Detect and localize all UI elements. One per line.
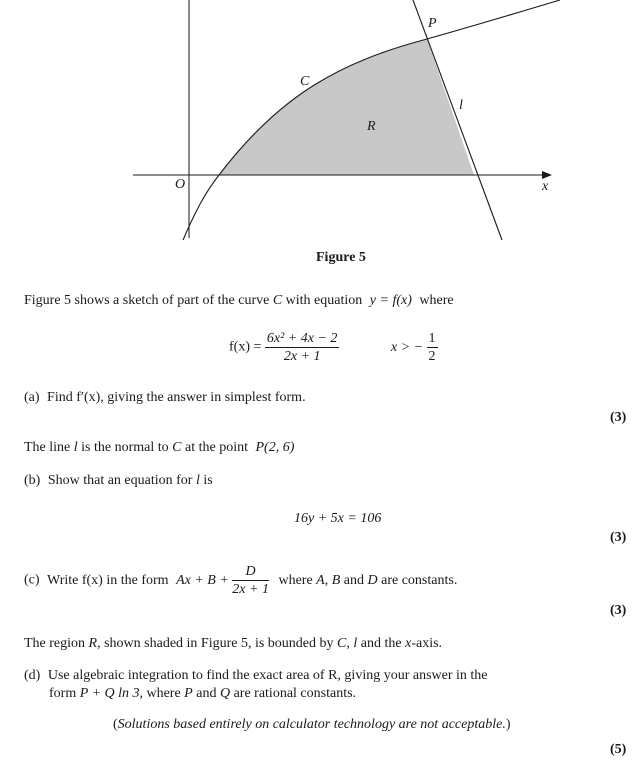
region-text: The region R, shown shaded in Figure 5, is bounded by C, l and the x-axis. <box>24 636 443 651</box>
x-axis-arrowhead <box>542 171 552 179</box>
label-origin: O <box>175 177 186 192</box>
fx-fraction: $\frac{\text{6x² + 4x − 2}}{2x + 1}$ <box>266 331 338 364</box>
part-d: (d) Use algebraic integration to find the exact area of R, giving your answer in the <box>24 668 488 683</box>
intro-text: Figure 5 shows a sketch of part of the curve C with equation y = f(x) where <box>24 293 454 308</box>
figure-5-sketch <box>0 0 639 260</box>
part-c-marks: (3) <box>610 603 627 618</box>
label-x-axis: x <box>542 179 549 194</box>
region-r-shading <box>219 39 474 175</box>
figure-caption: Figure 5 <box>316 250 366 265</box>
part-d-line2: form P + Q ln 3, where P and Q are rational constants. <box>49 686 357 701</box>
intro-equation: y = f(x) <box>369 293 412 308</box>
part-d-marks: (5) <box>610 742 627 757</box>
part-c: (c) Write f(x) in the form Ax + B + $\frac{D}{2x + 1}$ where A, B and D are constants. <box>24 564 458 597</box>
label-line-l: l <box>459 98 463 113</box>
part-c-fraction: $\frac{D}{2x + 1}$ <box>232 564 269 597</box>
part-b-marks: (3) <box>610 530 627 545</box>
part-a: (a) Find f′(x), giving the answer in simplest form. <box>24 390 306 405</box>
part-b-equation: 16y + 5x = 106 <box>294 511 382 526</box>
label-curve-c: C <box>300 74 310 89</box>
part-b: (b) Show that an equation for l is <box>24 473 213 488</box>
normal-line-text: The line l is the normal to C at the point P(2, 6) <box>24 440 295 455</box>
calculator-note: (Solutions based entirely on calculator technology are not acceptable.) <box>113 717 511 732</box>
domain-fraction: $\frac{1}{2}$ <box>428 331 436 364</box>
domain-condition: x > − <box>390 339 424 355</box>
label-point-p: P <box>428 16 437 31</box>
function-definition: f(x) = $\frac{\text{6x² + 4x − 2}}{2x + 1}$ x > − $\frac{1}{2}$ <box>229 331 436 364</box>
part-a-marks: (3) <box>610 410 627 425</box>
label-region-r: R <box>367 119 376 134</box>
